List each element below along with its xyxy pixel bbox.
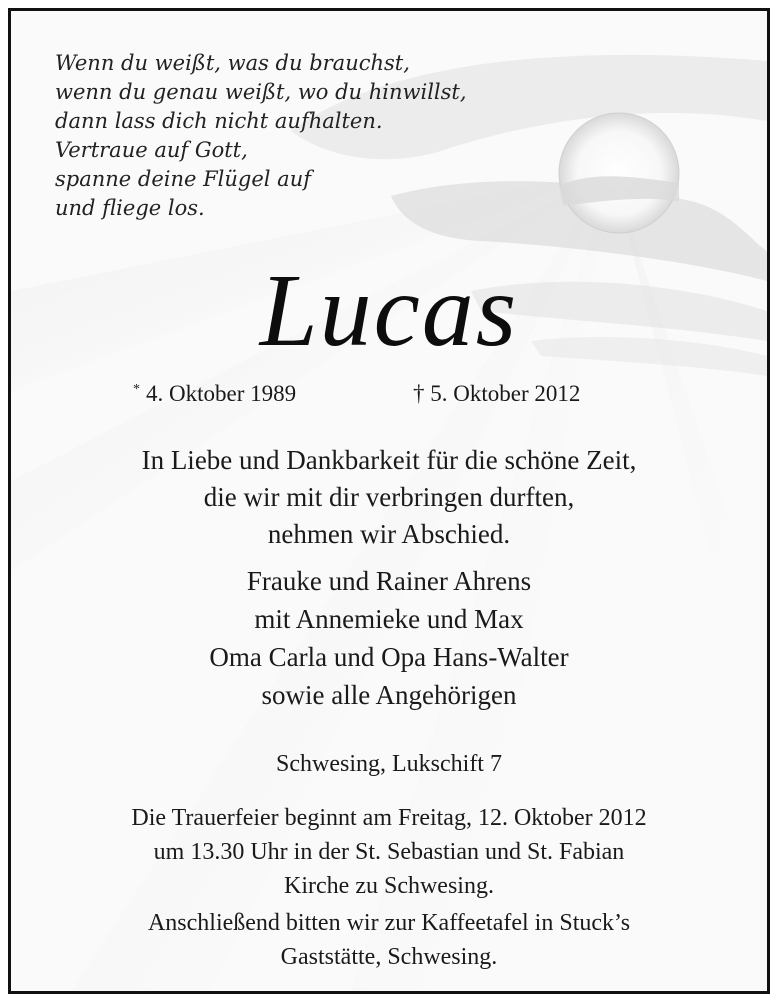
funeral-info-line: Kirche zu Schwesing. (284, 873, 494, 899)
mourner-line: Frauke und Rainer Ahrens (246, 566, 532, 596)
poem-line: spanne deine Flügel auf (55, 167, 311, 191)
birth-date-text: 4. Oktober 1989 (146, 381, 297, 406)
poem-line: Wenn du weißt, was du brauchst, (55, 51, 410, 75)
death-date: † 5. Oktober 2012 (413, 381, 581, 406)
obituary-frame (8, 8, 770, 994)
deceased-name: Lucas (259, 253, 519, 368)
address-line: Schwesing, Lukschift 7 (276, 751, 502, 777)
birth-date (133, 381, 296, 407)
funeral-info-line: Die Trauerfeier beginnt am Freitag, 12. Oktober 2012 (131, 805, 647, 831)
dedication (11, 442, 767, 553)
dedication-line: die wir mit dir verbringen durften, (203, 482, 575, 512)
mourner-line: Oma Carla und Opa Hans-Walter (209, 642, 569, 672)
dedication-line: In Liebe und Dankbarkeit für die schöne Zeit, (141, 445, 637, 475)
reception-info-line: Anschließend bitten wir zur Kaffeetafel in Stuck’s (147, 910, 631, 936)
funeral-info-line: um 13.30 Uhr in der St. Sebastian und St. Fabian (153, 839, 625, 865)
poem-line: Vertraue auf Gott, (55, 138, 248, 162)
mourner-line: sowie alle Angehörigen (261, 680, 517, 710)
poem-line: dann lass dich nicht aufhalten. (55, 109, 383, 133)
reception-info-line: Gaststätte, Schwesing. (280, 944, 498, 970)
funeral-info (11, 801, 767, 903)
reception-info (11, 906, 767, 974)
poem-line: und fliege los. (55, 196, 205, 220)
mourners (11, 562, 767, 714)
poem (55, 49, 467, 223)
mourner-line: mit Annemieke und Max (254, 604, 524, 634)
dedication-line: nehmen wir Abschied. (267, 519, 511, 549)
poem-line: wenn du genau weißt, wo du hinwillst, (55, 80, 467, 104)
address (11, 748, 767, 780)
birth-symbol: * (133, 382, 140, 397)
